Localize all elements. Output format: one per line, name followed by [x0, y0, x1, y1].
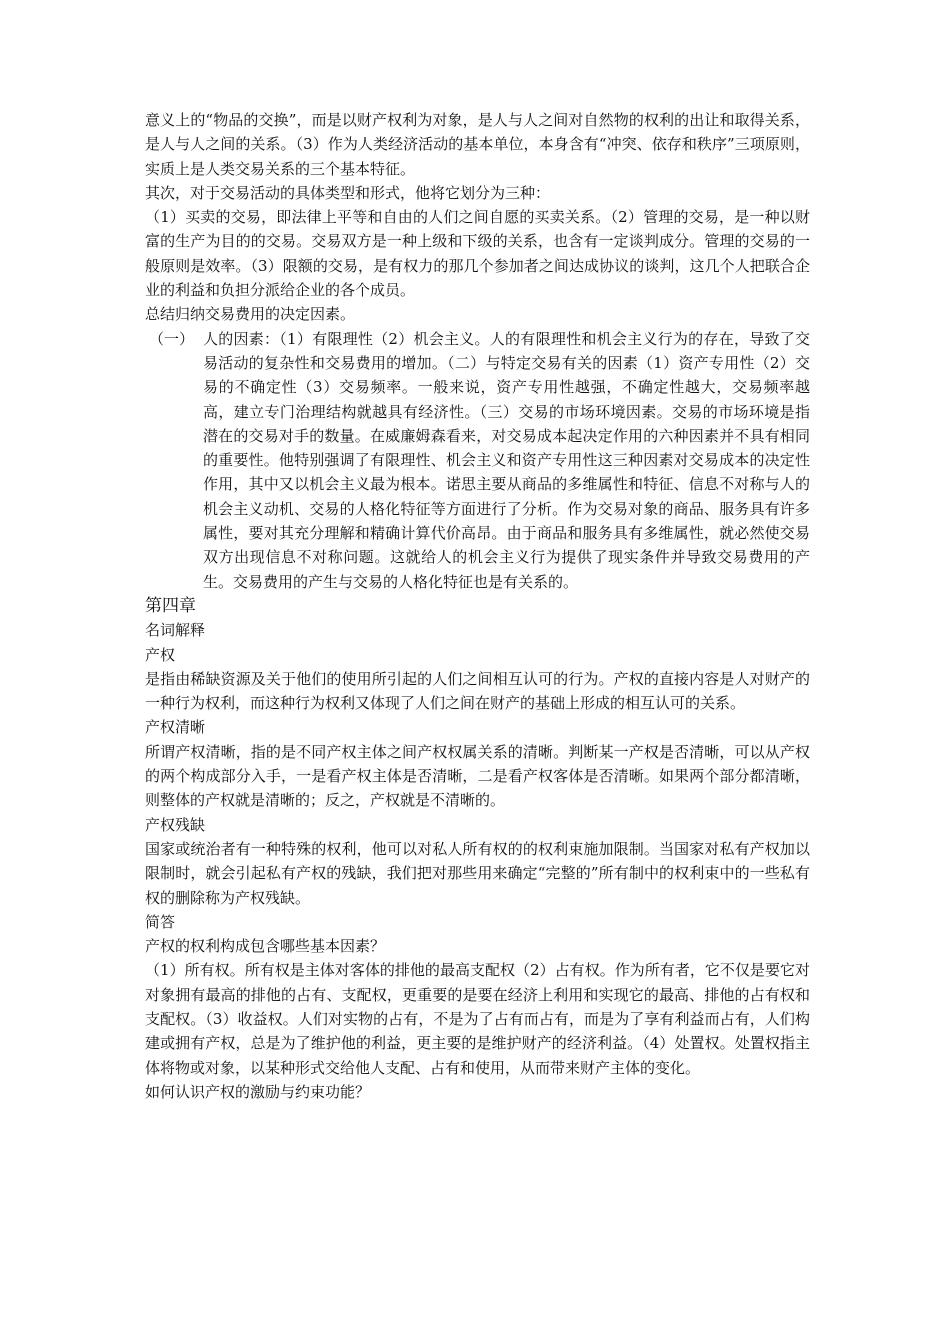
chapter-heading: 第四章 [145, 595, 196, 616]
term-definition-property-rights: 是指由稀缺资源及关于他们的使用所引起的人们之间相互认可的行为。产权的直接内容是人对财产的一种行为权利，而这种行为权利又体现了人们之间在财产的基础上形成的相互认可的关系。 [145, 669, 810, 713]
answer-list-item [145, 327, 810, 594]
paragraph-transaction-types: （1）买卖的交易，即法律上平等和自由的人们之间自愿的买卖关系。（2）管理的交易，是一种以财富的生产为目的的交易。交易双方是一种上级和下级的关系，也含有一定谈判成分。管理的交易的一般原则是效率。（3）限额的交易，是有权力的那几个参加者之间达成协议的谈判，这几个人把联合企业的利益和负担分派给企业的各个成员。 [145, 208, 810, 300]
term-title-clear-property-rights: 产权清晰 [145, 718, 206, 737]
term-definition-clear-property-rights: 所谓产权清晰，指的是不同产权主体之间产权权属关系的清晰。判断某一产权是否清晰，可以从产权的两个构成部分入手，一是看产权主体是否清晰，二是看产权客体是否清晰。如果两个部分都清晰，则整体的产权就是清晰的；反之，产权就是不清晰的。 [145, 742, 810, 810]
term-title-property-rights: 产权 [145, 645, 176, 664]
answer-property-rights-elements: （1）所有权。所有权是主体对客体的排他的最高支配权（2）占有权。作为所有者，它不仅是要它对对象拥有最高的排他的占有、支配权，更重要的是要在经济上利用和实现它的最高、排他的占有权和支配权。（3）收益权。人们对实物的占有，不是为了占有而占有，而是为了享有利益而占有，人们构建或拥有产权，总是为了维护他的利益，更主要的是维护财产的经济利益。（4）处置权。处置权指主体将物或对象，以某种形式交给他人支配、占有和使用，从而带来财产主体的变化。 [145, 961, 810, 1077]
question-transaction-cost-factors: 总结归纳交易费用的决定因素。 [145, 305, 356, 324]
document-body [145, 108, 810, 1104]
section-heading-terms: 名词解释 [145, 621, 206, 640]
list-marker: （一） [149, 329, 195, 348]
question-property-rights-elements: 产权的权利构成包含哪些基本因素？ [145, 937, 386, 956]
paragraph-transaction-nature: 意义上的“物品的交换”，而是以财产权利为对象，是人与人之间对自然物的权利的出让和取得关系，是人与人之间的关系。（3）作为人类经济活动的基本单位，本身含有“冲突、依存和秩序”三项原则，实质上是人类交易关系的三个基本特征。 [145, 111, 810, 178]
paragraph-transaction-types-intro: 其次，对于交易活动的具体类型和形式，他将它划分为三种： [145, 183, 551, 202]
section-heading-short-answer: 简答 [145, 912, 176, 931]
question-incentive-constraint: 如何认识产权的激励与约束功能？ [145, 1082, 371, 1101]
term-title-incomplete-property-rights: 产权残缺 [145, 815, 206, 834]
term-definition-incomplete-property-rights: 国家或统治者有一种特殊的权利，他可以对私人所有权的的权利束施加限制。当国家对私有产权加以限制时，就会引起私有产权的残缺，我们把对那些用来确定“完整的”所有制中的权利束中的一些私有权的删除称为产权残缺。 [145, 839, 810, 907]
answer-transaction-cost-factors: 人的因素：（1）有限理性（2）机会主义。人的有限理性和机会主义行为的存在，导致了交易活动的复杂性和交易费用的增加。（二）与特定交易有关的因素（1）资产专用性（2）交易的不确定性（3）交易频率。一般来说，资产专用性越强，不确定性越大，交易频率越高，建立专门治理结构就越具有经济性。（三）交易的市场环境因素。交易的市场环境是指潜在的交易对手的数量。在威廉姆森看来，对交易成本起决定作用的六种因素并不具有相同的重要性。他特别强调了有限理性、机会主义和资产专用性这三种因素对交易成本的决定性作用，其中又以机会主义最为根本。诺思主要从商品的多维属性和特征、信息不对称与人的机会主义动机、交易的人格化特征等方面进行了分析。作为交易对象的商品、服务具有许多属性，要对其充分理解和精确计算代价高昂。由于商品和服务具有多维属性，就必然使交易双方出现信息不对称问题。这就给人的机会主义行为提供了现实条件并导致交易费用的产生。交易费用的产生与交易的人格化特征也是有关系的。 [203, 329, 810, 591]
